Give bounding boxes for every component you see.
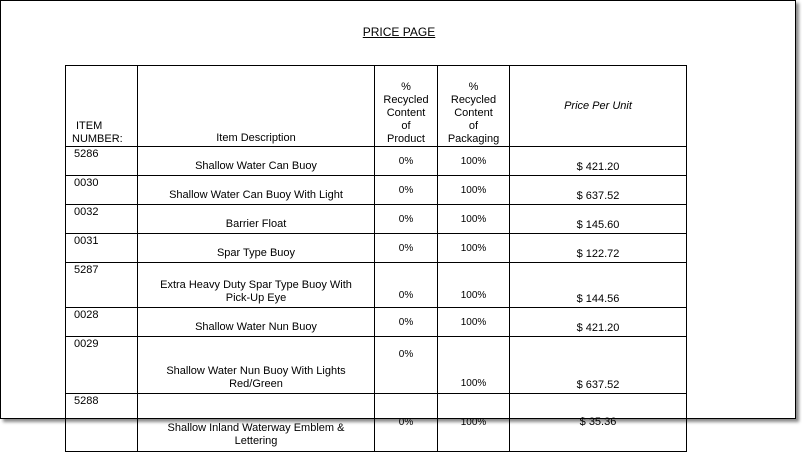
recycled-product-cell: 0% [375,147,438,176]
item-number-cell: 0029 [66,337,138,394]
recycled-packaging-cell: 100% [438,394,510,452]
header-recycled-packaging-line: Content [454,107,493,119]
item-description-cell: Shallow Water Nun Buoy [138,308,375,337]
recycled-packaging-cell: 100% [438,337,510,394]
header-recycled-packaging-line: Recycled [450,94,497,106]
item-number-cell: 0030 [66,176,138,205]
item-number-cell: 5287 [66,263,138,308]
item-description-cell: Shallow Water Can Buoy With Light [138,176,375,205]
recycled-product-cell: 0% [375,234,438,263]
recycled-packaging-cell: 100% [438,147,510,176]
item-description-cell: Extra Heavy Duty Spar Type Buoy With Pick-Up Eye [138,263,375,308]
recycled-product-cell: 0% [375,394,438,452]
header-recycled-packaging-line: % [468,81,479,93]
header-item-number-line2: NUMBER: [72,133,123,145]
table-header-row [66,66,687,147]
header-item-number [66,66,138,147]
recycled-packaging-cell: 100% [438,263,510,308]
header-item-number-line1: ITEM [76,120,103,132]
header-recycled-packaging [438,66,510,147]
table-row [66,263,687,308]
price-cell: $ 637.52 [510,176,687,205]
header-recycled-packaging-line: Packaging [447,133,500,145]
item-number-cell: 0031 [66,234,138,263]
table-row [66,205,687,234]
price-table [65,65,687,452]
page-title: PRICE PAGE [362,25,436,39]
header-recycled-packaging-line: of [468,120,479,132]
price-cell: $ 637.52 [510,337,687,394]
table-row [66,337,687,394]
header-recycled-product-line: Recycled [383,94,429,106]
recycled-packaging-cell: 100% [438,234,510,263]
recycled-product-cell: 0% [375,337,438,394]
item-description-cell: Shallow Inland Waterway Emblem & Lettering [138,394,375,452]
recycled-product-cell: 0% [375,308,438,337]
item-number-cell: 0032 [66,205,138,234]
table-row [66,147,687,176]
price-cell: $ 35.36 [510,394,687,452]
recycled-product-cell: 0% [375,205,438,234]
table-row [66,234,687,263]
item-number-cell: 5288 [66,394,138,452]
header-recycled-product-line: % [401,81,411,93]
item-description-cell: Shallow Water Nun Buoy With Lights Red/Green [138,337,375,394]
recycled-packaging-cell: 100% [438,205,510,234]
item-number-cell: 0028 [66,308,138,337]
item-description-cell: Barrier Float [138,205,375,234]
table-row [66,394,687,452]
price-cell: $ 122.72 [510,234,687,263]
table-row [66,176,687,205]
header-price-per-unit: Price Per Unit [510,66,687,147]
table-row [66,308,687,337]
header-item-description: Item Description [138,66,375,147]
price-cell: $ 421.20 [510,147,687,176]
header-recycled-product-line: Content [386,107,426,119]
recycled-product-cell: 0% [375,263,438,308]
price-cell: $ 145.60 [510,205,687,234]
recycled-packaging-cell: 100% [438,176,510,205]
item-number-cell: 5286 [66,147,138,176]
price-cell: $ 144.56 [510,263,687,308]
header-recycled-product-line: Product [387,133,425,145]
header-recycled-product-line: of [401,120,411,132]
header-recycled-product [375,66,438,147]
item-description-cell: Spar Type Buoy [138,234,375,263]
item-description-cell: Shallow Water Can Buoy [138,147,375,176]
recycled-packaging-cell: 100% [438,308,510,337]
recycled-product-cell: 0% [375,176,438,205]
price-cell: $ 421.20 [510,308,687,337]
